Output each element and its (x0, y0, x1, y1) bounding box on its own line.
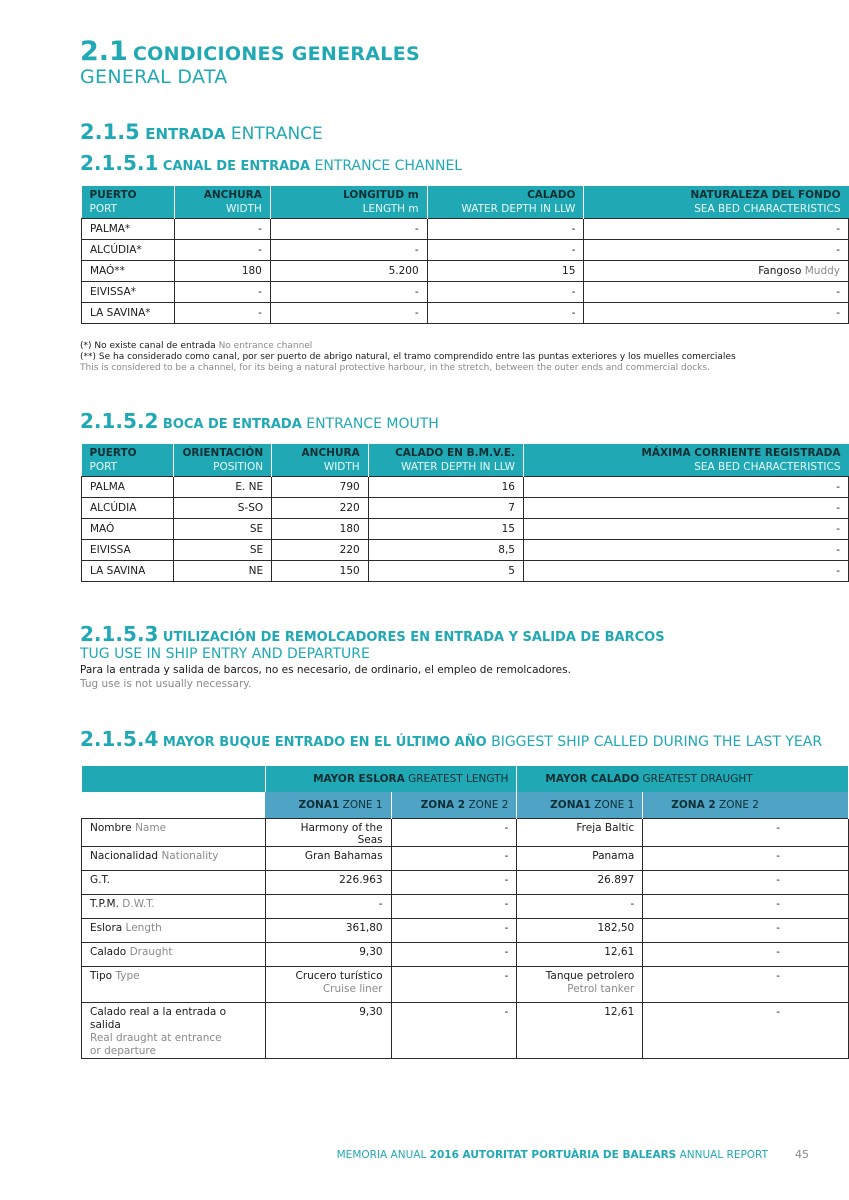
heading-es: CANAL DE ENTRADA (162, 159, 311, 174)
col-header: ANCHURA WIDTH (174, 186, 270, 219)
cell: - (427, 240, 584, 261)
table-row: T.P.M. D.W.T. - - - - (82, 895, 849, 919)
heading-es: MAYOR BUQUE ENTRADO EN EL ÚLTIMO AÑO (162, 735, 487, 750)
cell: Fangoso Muddy (584, 261, 849, 282)
heading-2-1-5-3 (80, 624, 665, 644)
cell: - (174, 303, 270, 324)
cell: LA SAVINA* (82, 303, 175, 324)
col-header: CALADO EN B.M.V.E. WATER DEPTH IN LLW (368, 444, 523, 477)
table-row: Eslora Length 361,80 - 182,50 - (82, 919, 849, 943)
table-row (82, 282, 849, 303)
heading-2-1-5 (80, 122, 323, 143)
heading-en: ENTRANCE (230, 124, 323, 144)
biggest-ship-table (81, 766, 849, 1059)
heading-en: ENTRANCE MOUTH (306, 416, 439, 432)
cell: - (584, 240, 849, 261)
table-row: Nacionalidad Nationality Gran Bahamas - Panama - (82, 847, 849, 871)
table-row: G.T. 226.963 - 26.897 - (82, 871, 849, 895)
cell: - (427, 303, 584, 324)
col-header: LONGITUD m LENGTH m (270, 186, 427, 219)
table-row: EIVISSA SE 220 8,5 - (82, 540, 849, 561)
table-row (82, 303, 849, 324)
tug-text-es: Para la entrada y salida de barcos, no es necesario, de ordinario, el empleo de remolcadores. (80, 664, 571, 676)
table-row: LA SAVINA NE 150 5 - (82, 561, 849, 582)
heading-2-1-5-1 (80, 153, 462, 173)
group-header-length: MAYOR ESLORA GREATEST LENGTH (265, 766, 517, 792)
table-row: Calado real a la entrada o salida Real draught at entrance or departure 9,30 - 12,61 - (82, 1003, 849, 1059)
page-number: 45 (795, 1148, 809, 1161)
tug-text-en: Tug use is not usually necessary. (80, 678, 252, 690)
table-header-row (82, 186, 849, 219)
col-header: MÁXIMA CORRIENTE REGISTRADA SEA BED CHARACTERISTICS (523, 444, 848, 477)
zone-header: ZONA1 ZONE 1 (517, 792, 643, 819)
table-row: ALCÚDIA S-SO 220 7 - (82, 498, 849, 519)
cell: ALCÚDIA* (82, 240, 175, 261)
cell: - (174, 219, 270, 240)
cell: - (174, 240, 270, 261)
section-number: 2.1 (80, 36, 128, 67)
page-footer: MEMORIA ANUAL 2016 AUTORITAT PORTUÀRIA DE BALEARS ANNUAL REPORT (336, 1149, 768, 1161)
heading-number: 2.1.5.1 (80, 151, 159, 175)
heading-number: 2.1.5.4 (80, 727, 159, 751)
table-subheader-row (82, 792, 849, 819)
table-row: MAÓ SE 180 15 - (82, 519, 849, 540)
cell: - (270, 282, 427, 303)
blank-header (82, 766, 266, 792)
col-header: ANCHURA WIDTH (272, 444, 369, 477)
section-title-es: CONDICIONES GENERALES (132, 43, 420, 65)
heading-es: ENTRADA (145, 125, 226, 143)
table-row: Tipo Type Crucero turístico Cruise liner - Tanque petrolero Petrol tanker - (82, 967, 849, 1003)
zone-header: ZONA 2 ZONE 2 (391, 792, 517, 819)
cell: - (427, 282, 584, 303)
col-header: PUERTO PORT (82, 186, 175, 219)
heading-en: TUG USE IN SHIP ENTRY AND DEPARTURE (80, 646, 370, 662)
cell: 180 (174, 261, 270, 282)
cell: - (427, 219, 584, 240)
cell: MAÓ** (82, 261, 175, 282)
col-header: PUERTO PORT (82, 444, 174, 477)
cell: - (270, 219, 427, 240)
zone-header: ZONA1 ZONE 1 (265, 792, 391, 819)
entrance-channel-table (81, 186, 849, 324)
heading-2-1-5-2 (80, 411, 439, 431)
table-row: Nombre Name Harmony of the Seas - Freja Baltic - (82, 819, 849, 847)
cell: - (584, 219, 849, 240)
cell: - (270, 303, 427, 324)
footnote-1: (*) No existe canal de entrada No entrance channel (80, 341, 313, 351)
heading-en: BIGGEST SHIP CALLED DURING THE LAST YEAR (491, 734, 823, 750)
entrance-mouth-table (81, 444, 849, 582)
cell: - (174, 282, 270, 303)
cell: 5.200 (270, 261, 427, 282)
table-row: Calado Draught 9,30 - 12,61 - (82, 943, 849, 967)
col-header: ORIENTACIÓN POSITION (174, 444, 272, 477)
cell: - (584, 303, 849, 324)
col-header: CALADO WATER DEPTH IN LLW (427, 186, 584, 219)
group-header-draught: MAYOR CALADO GREATEST DRAUGHT (517, 766, 849, 792)
table-header-row (82, 766, 849, 792)
section-title-en: GENERAL DATA (80, 66, 228, 88)
heading-number: 2.1.5.2 (80, 409, 159, 433)
footnote-2: (**) Se ha considerado como canal, por ser puerto de abrigo natural, el tramo comprendido entre las puntas exteriores y los muelles comerciales (80, 352, 736, 362)
page-title (80, 38, 420, 65)
cell: - (584, 282, 849, 303)
table-row (82, 261, 849, 282)
col-header: NATURALEZA DEL FONDO SEA BED CHARACTERISTICS (584, 186, 849, 219)
cell: EIVISSA* (82, 282, 175, 303)
cell: - (270, 240, 427, 261)
heading-es: BOCA DE ENTRADA (162, 417, 302, 432)
cell: 15 (427, 261, 584, 282)
table-row: PALMA E. NE 790 16 - (82, 477, 849, 498)
footnote-2-en: This is considered to be a channel, for its being a natural protective harbour, in the stretch, between the outer ends and commercial docks. (80, 363, 710, 373)
table-row (82, 240, 849, 261)
heading-number: 2.1.5 (80, 120, 140, 144)
table-row (82, 219, 849, 240)
heading-en: ENTRANCE CHANNEL (314, 158, 463, 174)
cell: PALMA* (82, 219, 175, 240)
heading-2-1-5-4 (80, 729, 822, 749)
heading-number: 2.1.5.3 (80, 622, 159, 646)
table-header-row (82, 444, 849, 477)
zone-header: ZONA 2 ZONE 2 (643, 792, 849, 819)
heading-es: UTILIZACIÓN DE REMOLCADORES EN ENTRADA Y SALIDA DE BARCOS (162, 630, 665, 645)
